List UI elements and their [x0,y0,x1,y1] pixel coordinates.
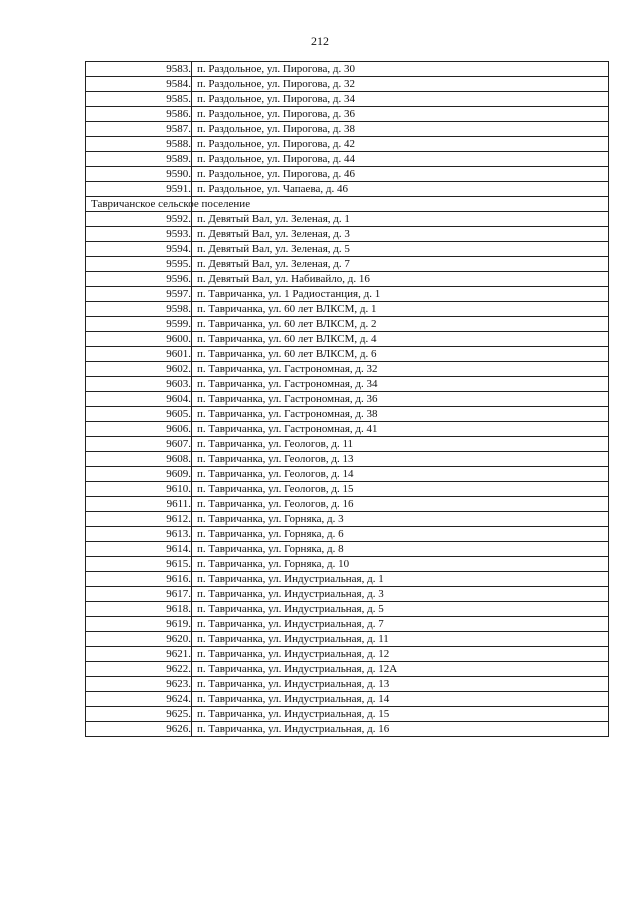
row-address: п. Тавричанка, ул. 60 лет ВЛКСМ, д. 1 [192,302,609,317]
row-number: 9617. [86,587,192,602]
table-row [86,647,609,662]
table-row [86,617,609,632]
row-address: п. Тавричанка, ул. Геологов, д. 13 [192,452,609,467]
row-address: п. Тавричанка, ул. Гастрономная, д. 41 [192,422,609,437]
table-row [86,572,609,587]
row-number: 9619. [86,617,192,632]
row-number: 9600. [86,332,192,347]
row-address: п. Тавричанка, ул. 60 лет ВЛКСМ, д. 2 [192,317,609,332]
row-number: 9607. [86,437,192,452]
table-row [86,677,609,692]
table-row [86,707,609,722]
row-address: п. Тавричанка, ул. 1 Радиостанция, д. 1 [192,287,609,302]
row-number: 9615. [86,557,192,572]
row-number: 9601. [86,347,192,362]
row-address: п. Тавричанка, ул. Геологов, д. 11 [192,437,609,452]
row-number: 9612. [86,512,192,527]
table-row [86,692,609,707]
table-row [86,272,609,287]
table-row [86,212,609,227]
row-number: 9624. [86,692,192,707]
row-address: п. Раздольное, ул. Пирогова, д. 36 [192,107,609,122]
row-address: п. Тавричанка, ул. 60 лет ВЛКСМ, д. 4 [192,332,609,347]
row-number: 9594. [86,242,192,257]
row-address: п. Раздольное, ул. Чапаева, д. 46 [192,182,609,197]
row-number: 9623. [86,677,192,692]
row-number: 9609. [86,467,192,482]
address-group-raздольное [86,62,609,197]
section-header-empty-cell [192,197,609,212]
table-row [86,92,609,107]
table-row [86,242,609,257]
row-address: п. Тавричанка, ул. Гастрономная, д. 32 [192,362,609,377]
row-number: 9590. [86,167,192,182]
row-number: 9599. [86,317,192,332]
row-address: п. Тавричанка, ул. Индустриальная, д. 14 [192,692,609,707]
row-address: п. Раздольное, ул. Пирогова, д. 44 [192,152,609,167]
row-number: 9625. [86,707,192,722]
section-row [86,197,609,212]
table-row [86,482,609,497]
row-number: 9606. [86,422,192,437]
row-address: п. Тавричанка, ул. Горняка, д. 3 [192,512,609,527]
row-number: 9598. [86,302,192,317]
table-row [86,557,609,572]
row-address: п. Тавричанка, ул. Горняка, д. 8 [192,542,609,557]
row-address: п. Тавричанка, ул. Гастрономная, д. 36 [192,392,609,407]
table-row [86,512,609,527]
table-row [86,602,609,617]
table-row [86,587,609,602]
row-number: 9585. [86,92,192,107]
row-number: 9586. [86,107,192,122]
row-address: п. Тавричанка, ул. Гастрономная, д. 38 [192,407,609,422]
table-row [86,77,609,92]
row-number: 9587. [86,122,192,137]
row-address: п. Девятый Вал, ул. Набивайло, д. 16 [192,272,609,287]
row-address: п. Девятый Вал, ул. Зеленая, д. 3 [192,227,609,242]
table-row [86,497,609,512]
table-row [86,527,609,542]
page-number: 212 [311,34,329,48]
row-address: п. Тавричанка, ул. 60 лет ВЛКСМ, д. 6 [192,347,609,362]
row-address: п. Тавричанка, ул. Гастрономная, д. 34 [192,377,609,392]
row-number: 9589. [86,152,192,167]
table-row [86,257,609,272]
row-number: 9591. [86,182,192,197]
row-number: 9614. [86,542,192,557]
table-row [86,452,609,467]
table-row [86,632,609,647]
row-number: 9605. [86,407,192,422]
row-number: 9595. [86,257,192,272]
table-row [86,437,609,452]
row-address: п. Раздольное, ул. Пирогова, д. 42 [192,137,609,152]
row-number: 9622. [86,662,192,677]
table-row [86,287,609,302]
row-number: 9621. [86,647,192,662]
table-row [86,167,609,182]
row-number: 9593. [86,227,192,242]
table-row [86,332,609,347]
table-row [86,137,609,152]
row-number: 9610. [86,482,192,497]
table-row [86,182,609,197]
row-number: 9608. [86,452,192,467]
row-number: 9613. [86,527,192,542]
table-row [86,152,609,167]
row-address: п. Девятый Вал, ул. Зеленая, д. 1 [192,212,609,227]
row-address: п. Тавричанка, ул. Индустриальная, д. 15 [192,707,609,722]
table-row [86,542,609,557]
row-address: п. Девятый Вал, ул. Зеленая, д. 7 [192,257,609,272]
table-row [86,362,609,377]
row-number: 9596. [86,272,192,287]
table-row [86,122,609,137]
section-header-group [86,197,609,212]
table-row [86,422,609,437]
row-address: п. Тавричанка, ул. Горняка, д. 10 [192,557,609,572]
row-address: п. Раздольное, ул. Пирогова, д. 46 [192,167,609,182]
row-number: 9588. [86,137,192,152]
row-address: п. Тавричанка, ул. Индустриальная, д. 12 [192,647,609,662]
row-address: п. Тавричанка, ул. Индустриальная, д. 16 [192,722,609,737]
table-row [86,107,609,122]
table-row [86,302,609,317]
row-address: п. Тавричанка, ул. Геологов, д. 14 [192,467,609,482]
table-row [86,722,609,737]
table-row [86,377,609,392]
row-address: п. Тавричанка, ул. Индустриальная, д. 3 [192,587,609,602]
row-address: п. Раздольное, ул. Пирогова, д. 30 [192,62,609,77]
address-table [85,61,609,737]
row-address: п. Раздольное, ул. Пирогова, д. 34 [192,92,609,107]
row-number: 9616. [86,572,192,587]
row-number: 9603. [86,377,192,392]
table-row [86,392,609,407]
table-row [86,407,609,422]
row-number: 9584. [86,77,192,92]
row-number: 9592. [86,212,192,227]
row-address: п. Тавричанка, ул. Индустриальная, д. 5 [192,602,609,617]
table-row [86,227,609,242]
row-number: 9611. [86,497,192,512]
row-number: 9618. [86,602,192,617]
row-address: п. Тавричанка, ул. Индустриальная, д. 12А [192,662,609,677]
row-address: п. Тавричанка, ул. Индустриальная, д. 7 [192,617,609,632]
row-number: 9597. [86,287,192,302]
row-address: п. Тавричанка, ул. Индустриальная, д. 1 [192,572,609,587]
row-address: п. Тавричанка, ул. Геологов, д. 15 [192,482,609,497]
table-row [86,662,609,677]
row-number: 9604. [86,392,192,407]
row-number: 9583. [86,62,192,77]
row-address: п. Раздольное, ул. Пирогова, д. 38 [192,122,609,137]
row-number: 9602. [86,362,192,377]
table-row [86,62,609,77]
row-number: 9626. [86,722,192,737]
table-row [86,467,609,482]
address-group-tavrichanka [86,212,609,737]
row-number: 9620. [86,632,192,647]
row-address: п. Тавричанка, ул. Горняка, д. 6 [192,527,609,542]
table-row [86,347,609,362]
table-row [86,317,609,332]
section-header: Тавричанское сельское поселение [86,197,192,212]
row-address: п. Тавричанка, ул. Индустриальная, д. 13 [192,677,609,692]
row-address: п. Тавричанка, ул. Индустриальная, д. 11 [192,632,609,647]
row-address: п. Тавричанка, ул. Геологов, д. 16 [192,497,609,512]
row-address: п. Девятый Вал, ул. Зеленая, д. 5 [192,242,609,257]
row-address: п. Раздольное, ул. Пирогова, д. 32 [192,77,609,92]
